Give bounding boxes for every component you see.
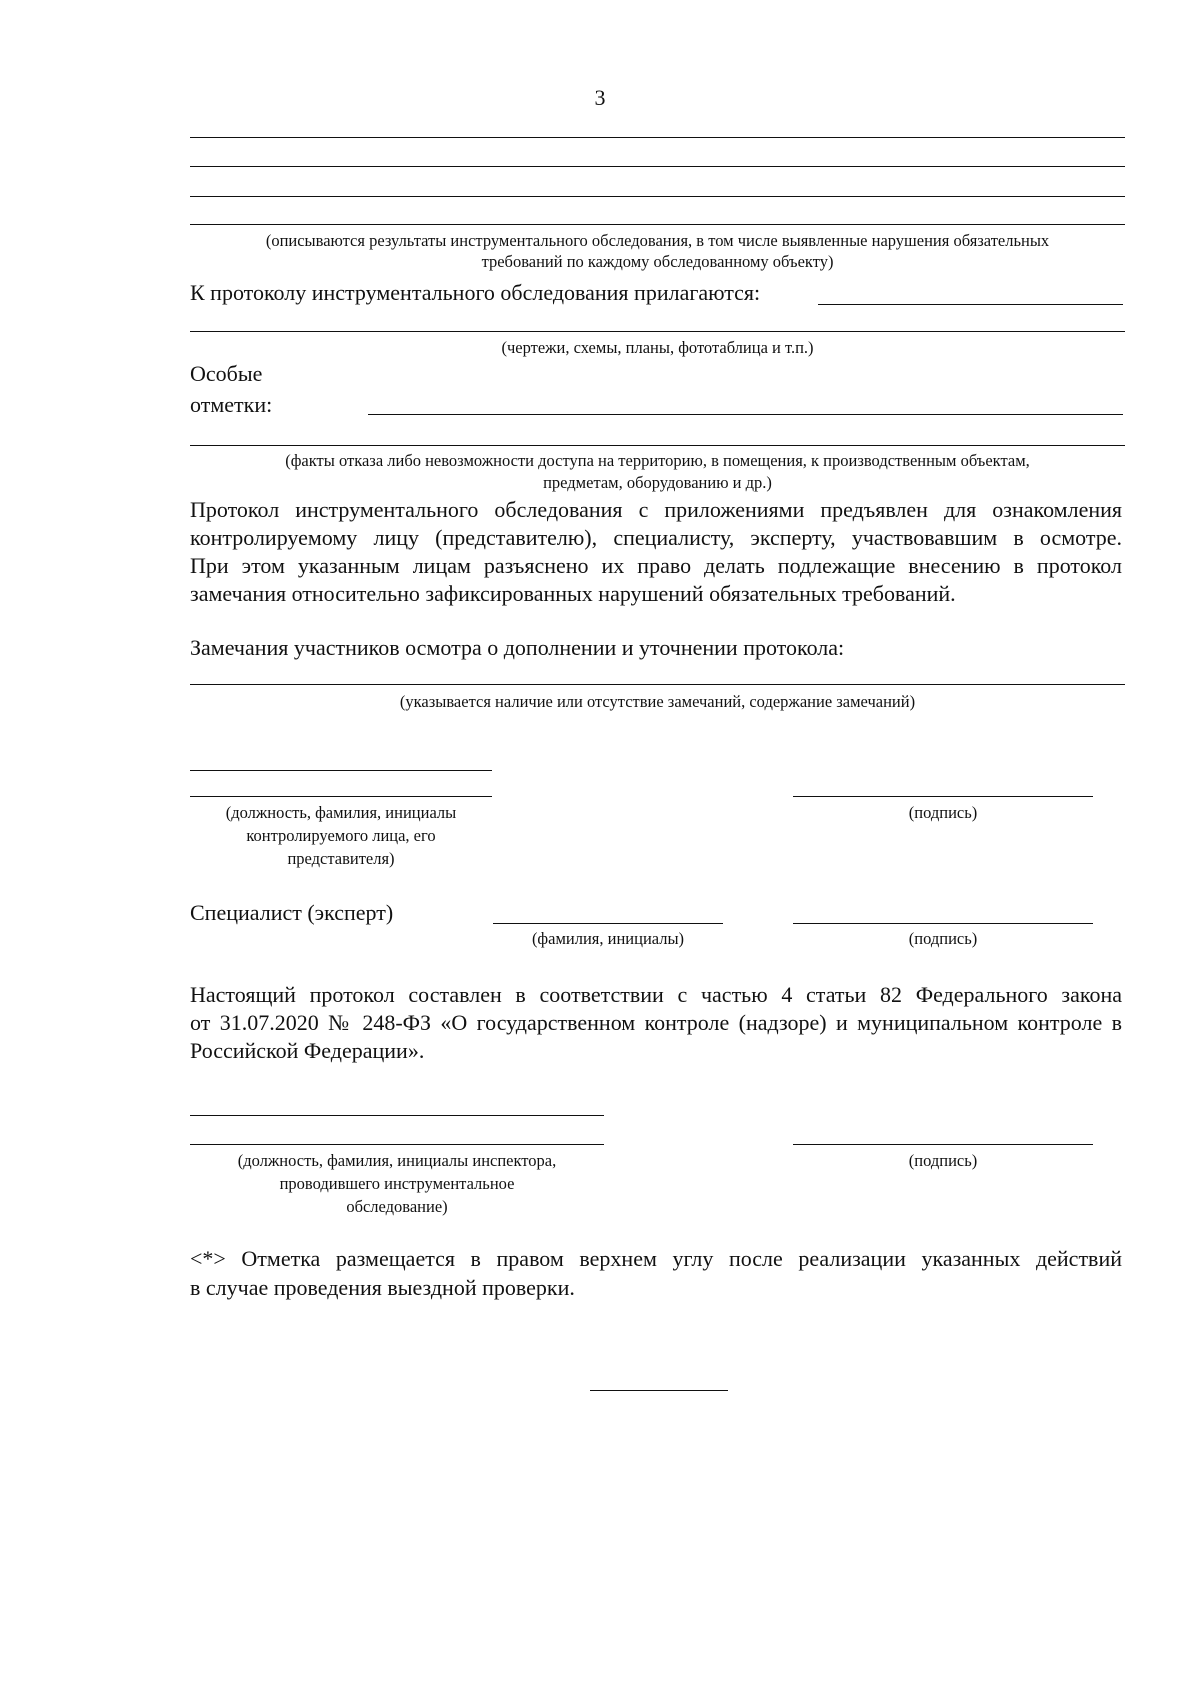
specialist-label: Специалист (эксперт) [190,900,394,925]
special-marks-blank-line-1 [368,414,1123,415]
attachments-caption: (чертежи, схемы, планы, фототаблица и т.п.) [501,338,814,357]
attachments-blank-line-2 [190,331,1125,332]
results-blank-line-4 [190,224,1125,225]
page-number: 3 [594,85,606,110]
special-marks-label-line-2: отметки: [190,392,273,417]
footnote-line-1: <*> Отметка размещается в правом верхнем углу после реализации указанных действий [190,1246,1122,1271]
special-marks-caption-line-1: (факты отказа либо невозможности доступа на территорию, в помещения, к производственным объектам, [285,451,1030,470]
controlled-person-caption-line-2: контролируемого лица, его [246,826,436,845]
protocol-paragraph-line-1: Протокол инструментального обследования с приложениями предъявлен для ознакомления [190,497,1122,522]
inspector-blank-line-1 [190,1115,604,1116]
results-blank-line-3 [190,196,1125,197]
specialist-name-line [493,923,723,924]
inspector-blank-line-2 [190,1144,604,1145]
specialist-name-caption: (фамилия, инициалы) [531,929,685,948]
results-caption-line-2: требований по каждому обследованному объекту) [481,252,834,271]
attachments-blank-line-1 [818,304,1123,305]
footnote-line-2: в случае проведения выездной проверки. [190,1275,575,1300]
inspector-caption-line-2: проводившего инструментальное [279,1174,515,1193]
inspector-caption-line-1: (должность, фамилия, инициалы инспектора, [237,1151,557,1170]
attachments-label: К протоколу инструментального обследования прилагаются: [190,280,761,305]
inspector-signature-caption: (подпись) [908,1151,978,1170]
specialist-signature-line [793,923,1093,924]
protocol-paragraph-line-4: замечания относительно зафиксированных нарушений обязательных требований. [190,581,956,606]
results-blank-line-1 [190,137,1125,138]
legal-paragraph-line-1: Настоящий протокол составлен в соответствии с частью 4 статьи 82 Федерального закона [190,982,1122,1007]
special-marks-label-line-1: Особые [190,361,263,386]
legal-paragraph-line-3: Российской Федерации». [190,1038,425,1063]
special-marks-caption-line-2: предметам, оборудованию и др.) [543,473,772,492]
end-of-document-rule [590,1390,728,1391]
remarks-label: Замечания участников осмотра о дополнении и уточнении протокола: [190,635,845,660]
special-marks-blank-line-2 [190,445,1125,446]
inspector-caption-line-3: обследование) [346,1197,448,1216]
results-caption-line-1: (описываются результаты инструментального обследования, в том числе выявленные нарушения обязательных [265,231,1050,250]
controlled-person-caption-line-1: (должность, фамилия, инициалы [225,803,457,822]
protocol-paragraph-line-3: При этом указанным лицам разъяснено их право делать подлежащие внесению в протокол [190,553,1122,578]
controlled-person-signature-line [793,796,1093,797]
protocol-paragraph-line-2: контролируемому лицу (представителю), специалисту, эксперту, участвовавшим в осмотре. [190,525,1122,550]
controlled-person-blank-line-2 [190,796,492,797]
remarks-blank-line [190,684,1125,685]
controlled-person-caption-line-3: представителя) [287,849,395,868]
results-blank-line-2 [190,166,1125,167]
controlled-person-signature-caption: (подпись) [908,803,978,822]
legal-paragraph-line-2: от 31.07.2020 № 248-ФЗ «О государственном контроле (надзоре) и муниципальном контроле в [190,1010,1122,1035]
remarks-caption: (указывается наличие или отсутствие замечаний, содержание замечаний) [399,692,916,711]
inspector-signature-line [793,1144,1093,1145]
controlled-person-blank-line-1 [190,770,492,771]
specialist-signature-caption: (подпись) [908,929,978,948]
